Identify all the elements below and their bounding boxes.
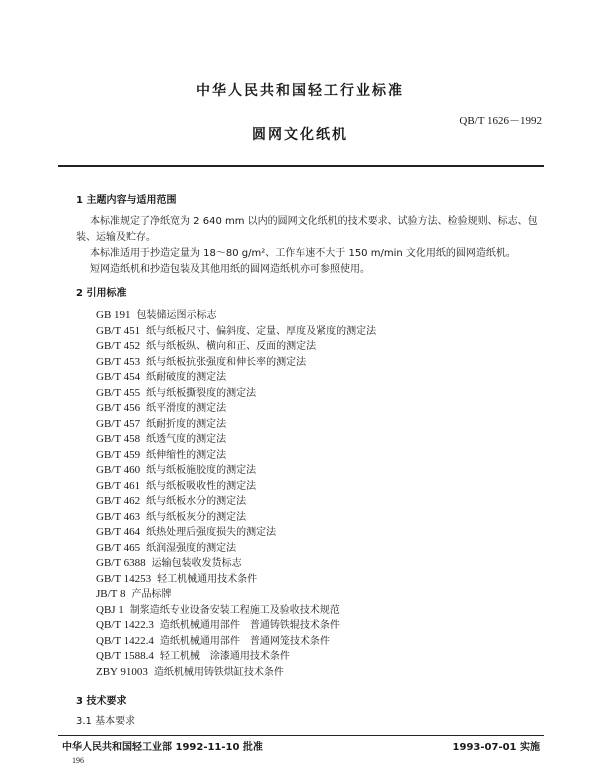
- reference-item: [96, 634, 376, 650]
- reference-code: GB/T 451: [96, 324, 141, 337]
- reference-title: 纸与纸板灰分的测定法: [146, 511, 247, 523]
- reference-item: [96, 401, 376, 417]
- reference-item: [96, 556, 376, 572]
- reference-code: GB/T 6388: [96, 557, 146, 569]
- reference-title: 纸与纸板抗张强度和伸长率的测定法: [146, 356, 307, 368]
- reference-code: GB/T 460: [96, 464, 141, 476]
- reference-code: QBJ 1: [96, 603, 124, 616]
- reference-title: 纸与纸板水分的测定法: [146, 496, 247, 507]
- reference-title: 造纸机械通用部件 普通网笼技术条件: [159, 635, 330, 647]
- reference-code: GB/T 462: [96, 495, 141, 507]
- reference-code: GB/T 465: [96, 541, 141, 554]
- reference-code: GB/T 454: [96, 371, 141, 383]
- reference-title: 造纸机械用铸铁烘缸技术条件: [153, 666, 284, 678]
- reference-title: 纸伸缩性的测定法: [146, 449, 227, 461]
- reference-title: 运输包装收发货标志: [151, 558, 242, 569]
- reference-code: GB/T 14253: [96, 572, 152, 585]
- section-2-heading: 2 引用标准: [76, 288, 127, 299]
- section-1-paragraph-1: 本标准规定了净纸宽为 2 640 mm 以内的圆网文化纸机的技术要求、试验方法、检验规则、标志、包: [90, 216, 538, 227]
- reference-title: 纸与纸板吸收性的测定法: [146, 480, 257, 492]
- reference-title: 轻工机械通用技术条件: [157, 573, 258, 585]
- approval-note: 中华人民共和国轻工业部 1992-11-10 批准: [62, 742, 263, 753]
- reference-code: QB/T 1588.4: [96, 650, 154, 662]
- reference-code: GB/T 459: [96, 448, 141, 461]
- reference-item: [96, 448, 376, 464]
- standard-code: QB/T 1626－1992: [459, 115, 542, 127]
- reference-code: GB/T 455: [96, 386, 141, 399]
- reference-code: GB/T 463: [96, 510, 141, 523]
- reference-item: [96, 479, 376, 495]
- reference-code: GB/T 457: [96, 417, 141, 430]
- reference-code: GB/T 458: [96, 433, 141, 445]
- reference-code: GB/T 453: [96, 355, 141, 368]
- section-1-heading: 1 主题内容与适用范围: [76, 195, 177, 206]
- reference-standards-list: [96, 308, 376, 680]
- reference-title: 纸与纸板尺寸、偏斜度、定量、厚度及紧度的测定法: [146, 325, 377, 337]
- document-title: 圆网文化纸机: [252, 127, 348, 143]
- reference-code: GB/T 461: [96, 479, 141, 492]
- reference-title: 纸与纸板撕裂度的测定法: [146, 387, 257, 399]
- reference-code: QB/T 1422.3: [96, 619, 154, 631]
- section-1-paragraph-2: 本标准适用于抄造定量为 18～80 g/m²、工作车速不大于 150 m/min 文化用纸的圆网造纸机。: [90, 248, 516, 259]
- reference-title: 纸耐折度的测定法: [146, 418, 227, 430]
- reference-title: 轻工机械 涂漆通用技术条件: [159, 651, 290, 662]
- reference-item: [96, 603, 376, 619]
- reference-title: 纸平滑度的测定法: [146, 403, 227, 414]
- reference-item: [96, 649, 376, 665]
- reference-title: 纸与纸板施胶度的测定法: [146, 465, 257, 476]
- section-1-paragraph-1-continued: 装、运输及贮存。: [76, 232, 156, 243]
- reference-item: [96, 339, 376, 355]
- reference-title: 纸润湿强度的测定法: [146, 542, 237, 554]
- reference-title: 纸耐破度的测定法: [146, 372, 227, 383]
- reference-item: [96, 308, 376, 324]
- reference-code: GB/T 464: [96, 526, 141, 538]
- reference-item: [96, 386, 376, 402]
- reference-code: GB 191: [96, 309, 131, 321]
- reference-item: [96, 665, 376, 681]
- footer-divider: [58, 735, 544, 736]
- reference-item: [96, 618, 376, 634]
- reference-title: 纸与纸板纵、横向和正、反面的测定法: [146, 341, 317, 352]
- reference-item: [96, 432, 376, 448]
- reference-code: GB/T 452: [96, 340, 141, 352]
- reference-item: [96, 525, 376, 541]
- section-1-paragraph-3: 短网造纸机和抄造包装及其他用纸的圆网造纸机亦可参照使用。: [90, 264, 370, 275]
- effective-date-note: 1993-07-01 实施: [452, 742, 540, 753]
- reference-title: 包装储运图示标志: [136, 310, 217, 321]
- reference-item: [96, 510, 376, 526]
- reference-item: [96, 587, 376, 603]
- reference-item: [96, 355, 376, 371]
- reference-title: 纸热处理后强度损失的测定法: [146, 527, 277, 538]
- reference-code: QB/T 1422.4: [96, 634, 154, 647]
- reference-title: 造纸机械通用部件 普通铸铁辊技术条件: [159, 620, 340, 631]
- reference-item: [96, 572, 376, 588]
- reference-code: ZBY 91003: [96, 665, 148, 678]
- section-3-heading: 3 技术要求: [76, 696, 127, 707]
- reference-item: [96, 324, 376, 340]
- reference-title: 制浆造纸专业设备安装工程施工及验收技术规范: [129, 604, 340, 616]
- header-divider: [58, 165, 544, 167]
- reference-item: [96, 494, 376, 510]
- reference-code: GB/T 456: [96, 402, 141, 414]
- reference-code: JB/T 8: [96, 588, 126, 600]
- reference-item: [96, 417, 376, 433]
- page-number: 196: [72, 756, 84, 765]
- reference-title: 纸透气度的测定法: [146, 434, 227, 445]
- reference-item: [96, 541, 376, 557]
- section-3-1-heading: 3.1 基本要求: [76, 716, 136, 727]
- reference-item: [96, 370, 376, 386]
- reference-title: 产品标牌: [131, 589, 172, 600]
- reference-item: [96, 463, 376, 479]
- issuing-organization: 中华人民共和国轻工行业标准: [196, 83, 404, 99]
